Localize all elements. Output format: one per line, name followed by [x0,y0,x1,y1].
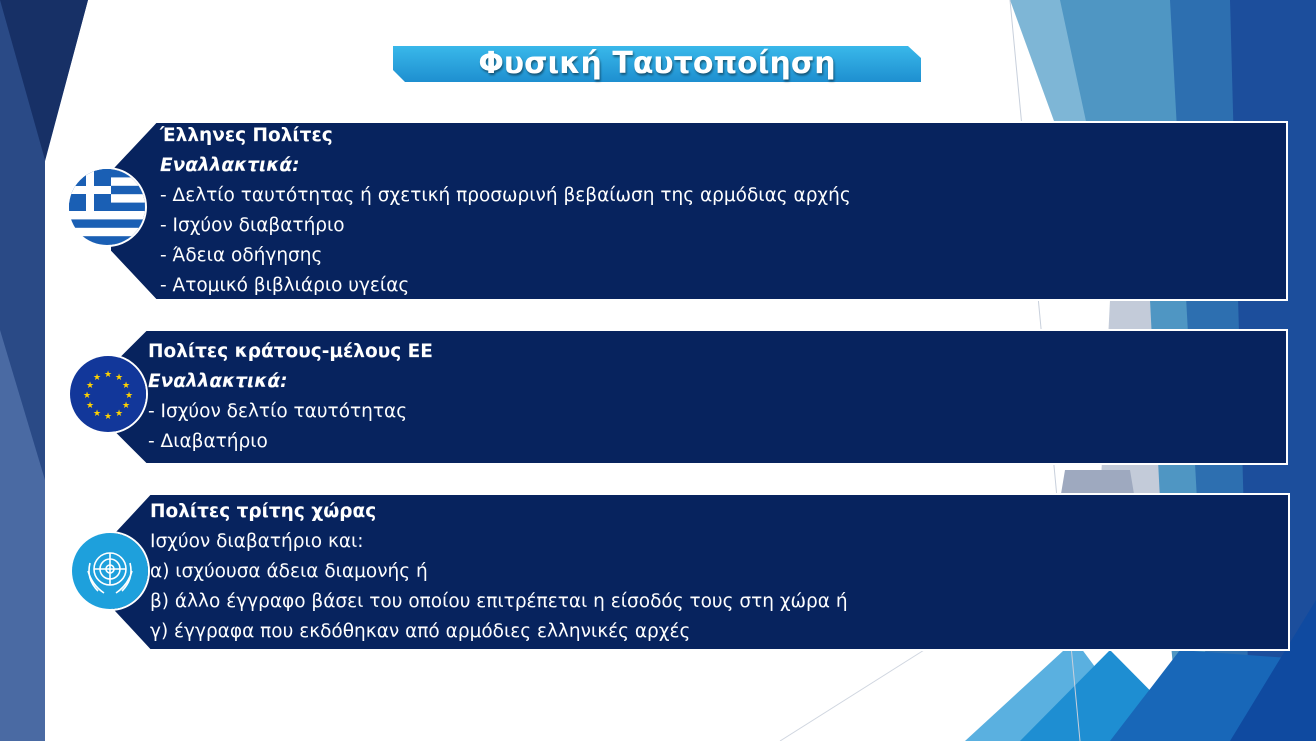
section-heading: Πολίτες τρίτης χώρας [150,501,377,522]
section-heading: Πολίτες κράτους-μέλους ΕΕ [148,341,433,362]
section-eu-citizens [110,328,1290,466]
un-emblem-icon [72,533,148,609]
section-third-country-citizens [110,492,1292,652]
section-subheading: Εναλλακτικά: [148,371,288,392]
svg-text:★: ★ [121,381,131,391]
section-heading: Έλληνες Πολίτες [160,125,333,146]
greek-flag-icon [69,169,145,245]
list-item: γ) έγγραφα που εκδόθηκαν από αρμόδιες ελληνικές αρχές [150,621,691,642]
svg-text:★: ★ [114,409,124,419]
list-item: - Δελτίο ταυτότητας ή σχετική προσωρινή βεβαίωση της αρμόδιας αρχής [160,185,851,206]
section-subheading: Ισχύον διαβατήριο και: [150,531,364,552]
section-subheading: Εναλλακτικά: [160,155,300,176]
list-item: - Ισχύον διαβατήριο [160,215,345,236]
list-item: α) ισχύουσα άδεια διαμονής ή [150,561,428,582]
svg-text:★: ★ [121,401,131,411]
svg-text:★: ★ [103,412,113,422]
svg-text:★: ★ [114,373,124,383]
svg-text:★: ★ [85,381,95,391]
eu-flag-icon [70,356,146,432]
svg-text:★: ★ [85,401,95,411]
title-banner [393,46,921,82]
svg-text:★: ★ [124,391,134,401]
slide-title: Φυσική Ταυτοποίηση [478,46,836,81]
list-item: β) άλλο έγγραφο βάσει του οποίου επιτρέπεται η είσοδός τους στη χώρα ή [150,591,848,612]
svg-text:★: ★ [92,373,102,383]
list-item: - Ατομικό βιβλιάριο υγείας [160,275,410,296]
list-item: - Διαβατήριο [148,431,268,452]
svg-text:★: ★ [92,409,102,419]
svg-text:★: ★ [82,391,92,401]
list-item: - Ισχύον δελτίο ταυτότητας [148,401,408,422]
list-item: - Άδεια οδήγησης [160,245,323,266]
section-greek-citizens [110,120,1290,302]
svg-text:★: ★ [103,370,113,380]
